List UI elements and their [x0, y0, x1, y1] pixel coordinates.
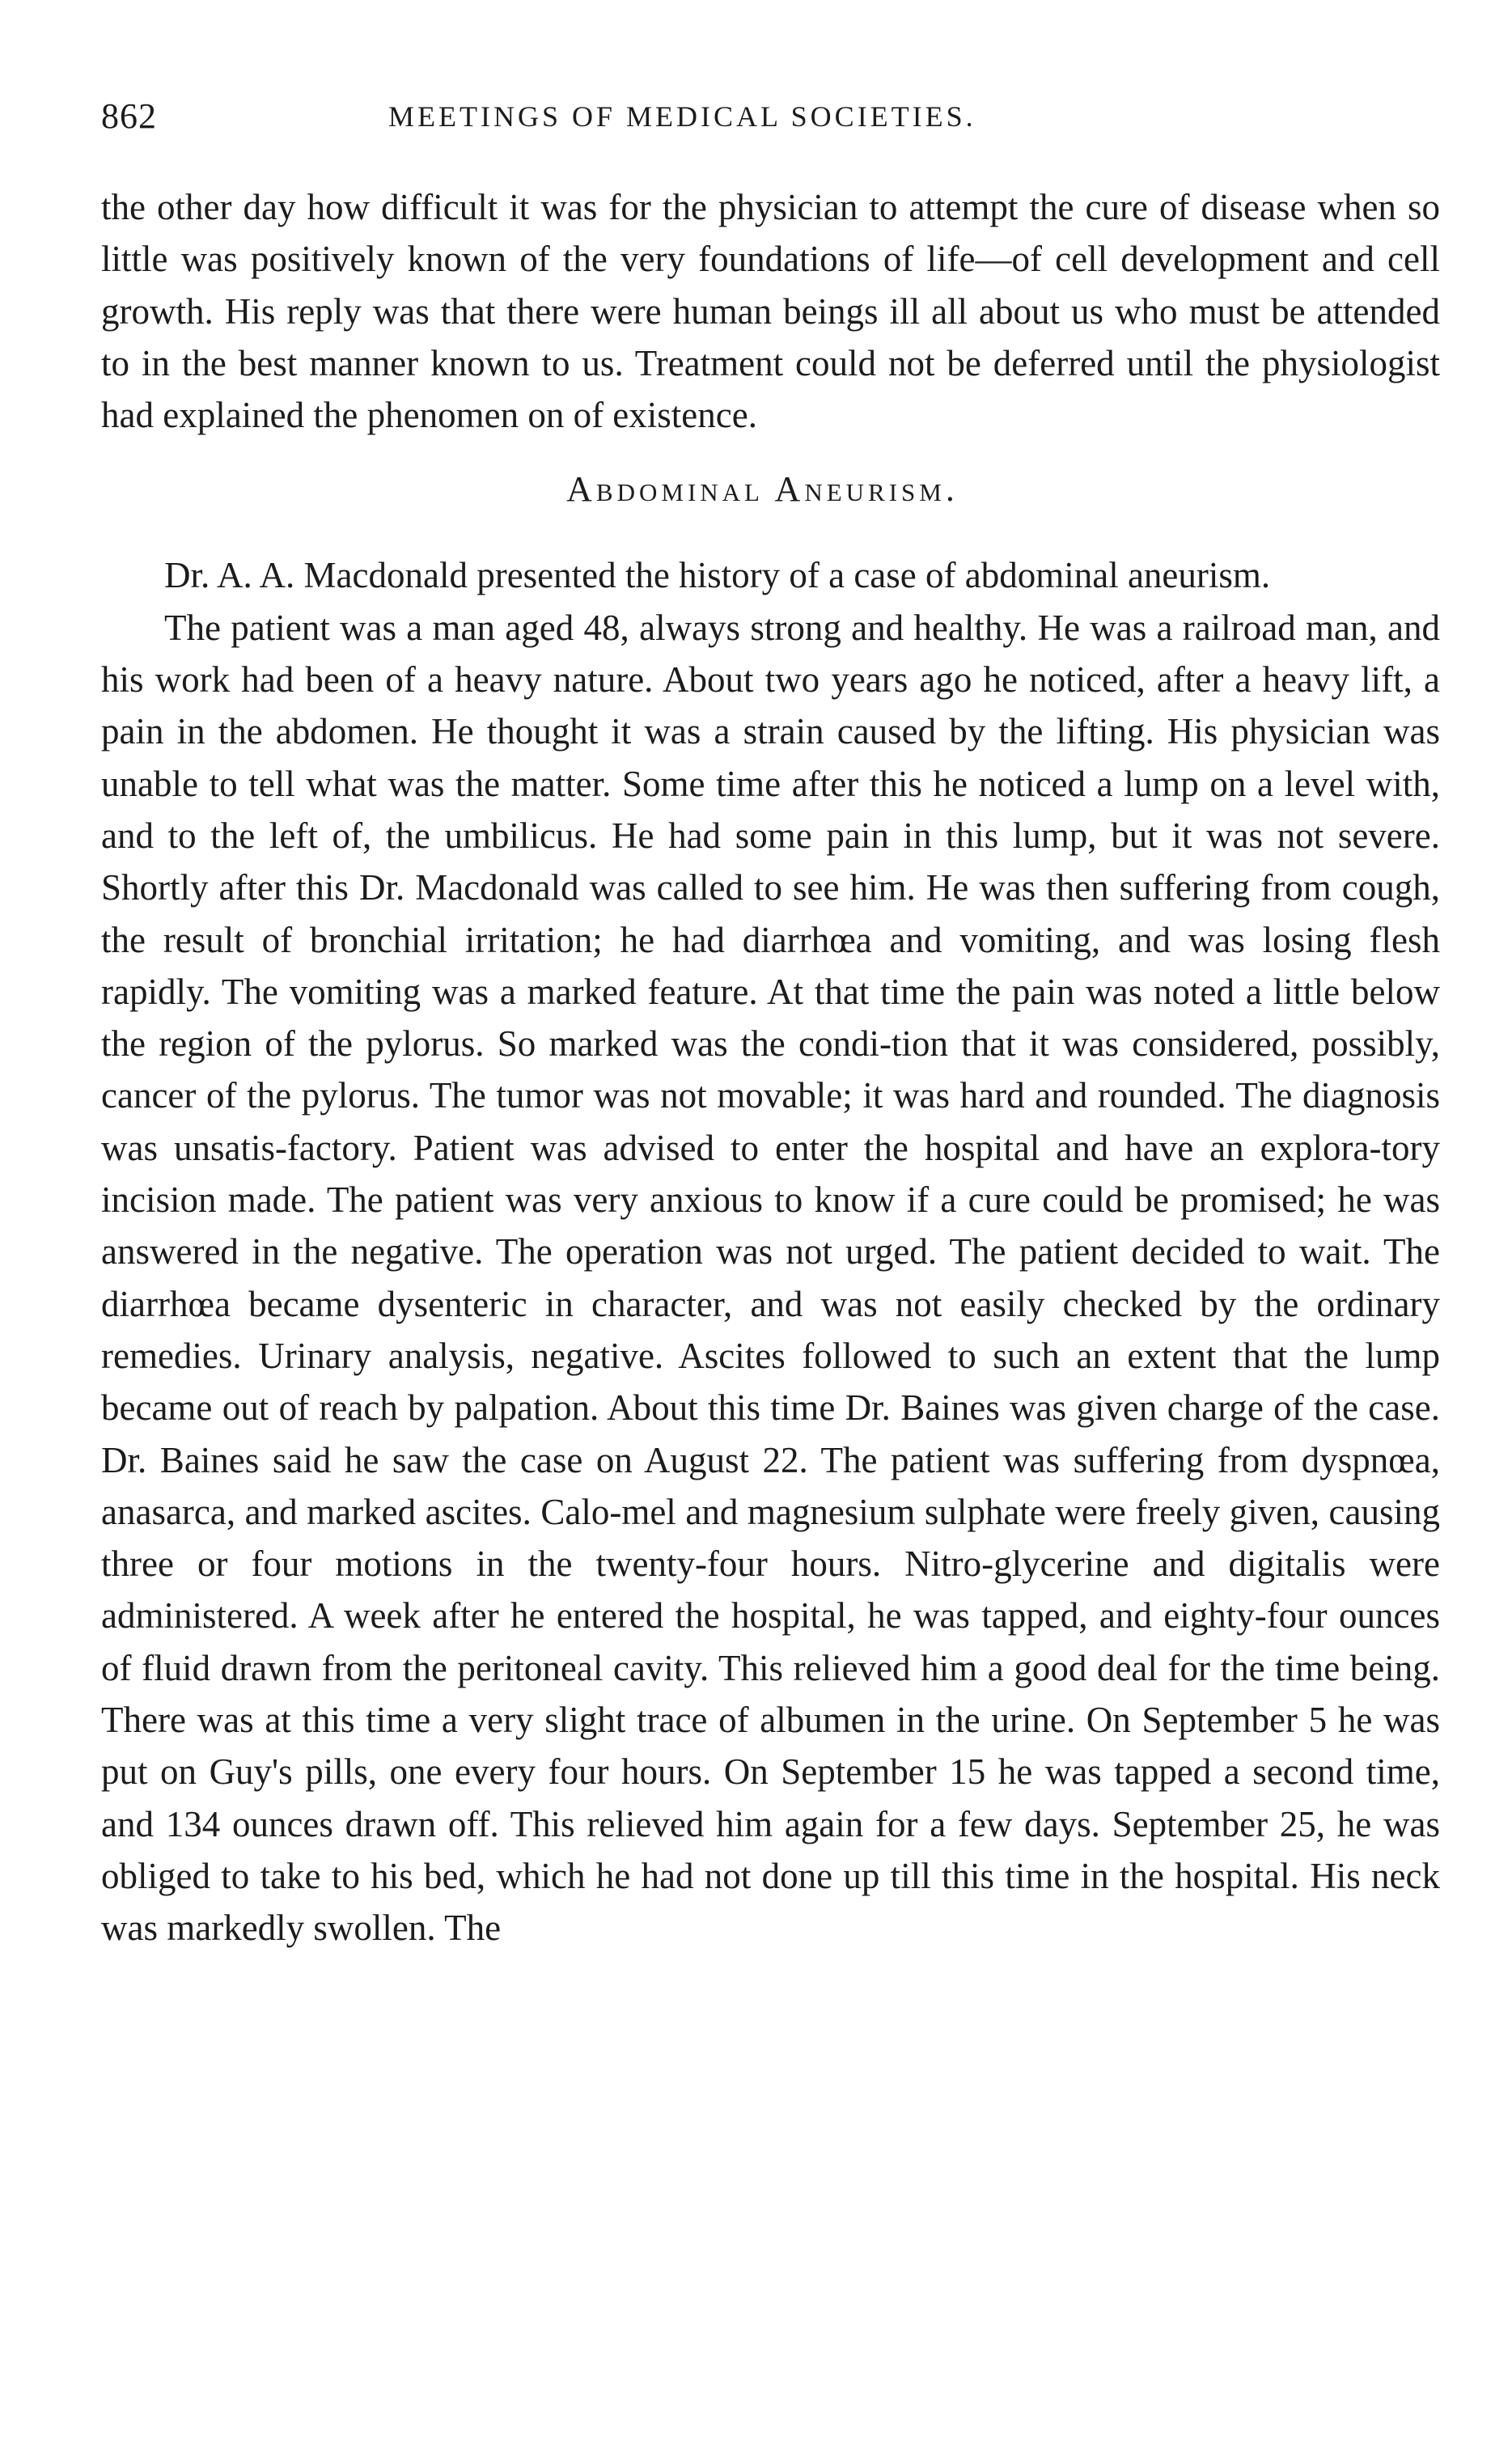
section-heading-text: Abdominal Aneurism. [566, 469, 959, 510]
document-page [101, 89, 1440, 1954]
section-heading [101, 465, 1440, 514]
page-number: 862 [101, 96, 157, 136]
running-title: MEETINGS OF MEDICAL SOCIETIES. [388, 100, 976, 133]
paragraph-case-history: The patient was a man aged 48, always strong and healthy. He was a railroad man, and his work had been of a heavy nature. About two years ago he noticed, after a heavy lift, a pain in the abdomen. He thought it was a strain caused by the lifting. His physician was unable to tell what was the matter. Some time after this he noticed a lump on a level with, and to the left of, the umbilicus. He had some pain in this lump, but it was not severe. Shortly after this Dr. Macdonald was called to see him. He was then suffering from cough, the result of bronchial irritation; he had diarrhœa and vomiting, and was losing flesh rapidly. The vomiting was a marked feature. At that time the pain was noted a little below the region of the pylorus. So marked was the condi-tion that it was considered, possibly, cancer of the pylorus. The tumor was not movable; it was hard and rounded. The diagnosis was unsatis-factory. Patient was advised to enter the hospital and have an explora-tory incision made. The patient was very anxious to know if a cure could be promised; he was answered in the negative. The operation was not urged. The patient decided to wait. The diarrhœa became dysenteric in character, and was not easily checked by the ordinary remedies. Urinary analysis, negative. Ascites followed to such an extent that the lump became out of reach by palpation. About this time Dr. Baines was given charge of the case. Dr. Baines said he saw the case on August 22. The patient was suffering from dyspnœa, anasarca, and marked ascites. Calo-mel and magnesium sulphate were freely given, causing three or four motions in the twenty-four hours. Nitro-glycerine and digitalis were administered. A week after he entered the hospital, he was tapped, and eighty-four ounces of fluid drawn from the peritoneal cavity. This relieved him a good deal for the time being. There was at this time a very slight trace of albumen in the urine. On September 5 he was put on Guy's pills, one every four hours. On September 15 he was tapped a second time, and 134 ounces drawn off. This relieved him again for a few days. September 25, he was obliged to take to his bed, which he had not done up till this time in the hospital. His neck was markedly swollen. The [101, 607, 1440, 1949]
body-text [101, 181, 1440, 1954]
paragraph-continuation: the other day how difficult it was for the physician to attempt the cure of disease when so little was positively known of the very foundations of life—of cell development and cell growth. His reply was that there were human beings ill all about us who must be attended to in the best manner known to us. Treatment could not be deferred until the physiologist had explained the phenomen on of existence. [101, 187, 1440, 436]
running-header [101, 89, 1440, 154]
paragraph-intro: Dr. A. A. Macdonald presented the history of a case of abdominal aneurism. [164, 555, 1271, 596]
